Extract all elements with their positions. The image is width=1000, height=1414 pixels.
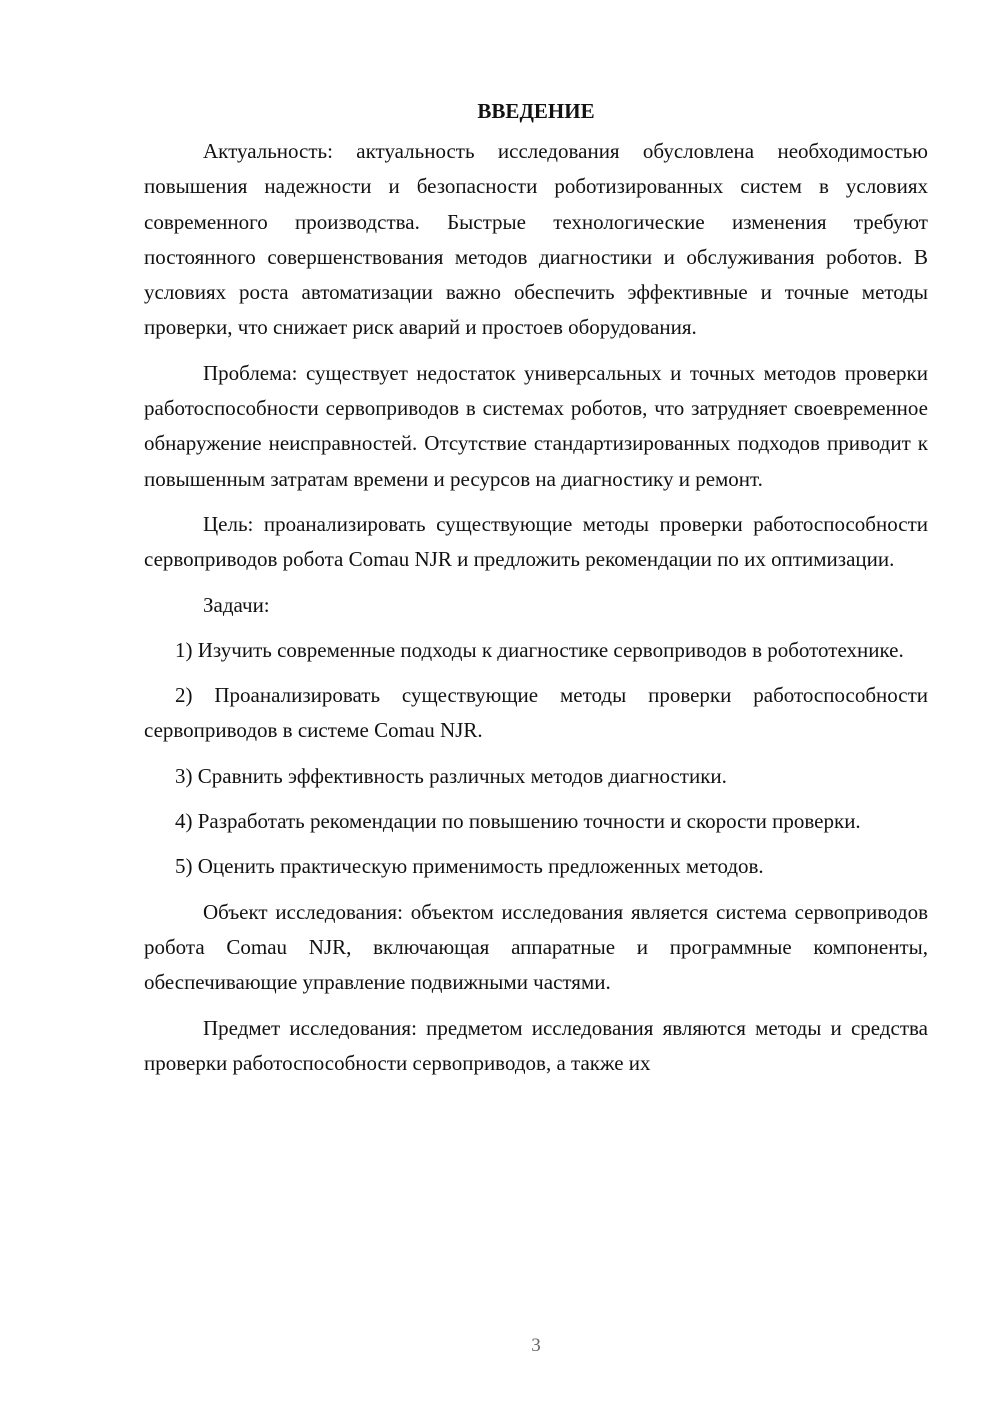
- task-item-1: 1) Изучить современные подходы к диагностике сервоприводов в робототехнике.: [175, 637, 904, 662]
- goal-paragraph: Цель: проанализировать существующие методы проверки работоспособности сервоприводов робота Comau NJR и предложить рекомендации по их оптимизации.: [144, 511, 928, 572]
- object-paragraph: Объект исследования: объектом исследования является система сервоприводов робота Comau NJR, включающая аппаратные и программные компоненты, обеспечивающие управление подвижными частями.: [144, 899, 928, 995]
- tasks-label: Задачи:: [203, 592, 270, 617]
- page-content: [144, 94, 928, 1081]
- relevance-paragraph: Актуальность: актуальность исследования обусловлена необходимостью повышения надежности и безопасности роботизированных систем в условиях современного производства. Быстрые технологические изменения требуют постоянного совершенствования методов диагностики и обслуживания роботов. В условиях роста автоматизации важно обеспечить эффективные и точные методы проверки, что снижает риск аварий и простоев оборудования.: [144, 139, 928, 340]
- task-item-3: 3) Сравнить эффективность различных методов диагностики.: [175, 763, 727, 788]
- task-item-4: 4) Разработать рекомендации по повышению точности и скорости проверки.: [175, 809, 861, 834]
- task-item-2: 2) Проанализировать существующие методы проверки работоспособности сервоприводов в системе Comau NJR.: [144, 683, 928, 743]
- task-item-5: 5) Оценить практическую применимость предложенных методов.: [175, 854, 764, 879]
- page-title: ВВЕДЕНИЕ: [477, 99, 595, 123]
- subject-paragraph: Предмет исследования: предметом исследования являются методы и средства проверки работоспособности сервоприводов, а также их: [144, 1015, 928, 1075]
- tasks-list: [144, 633, 928, 885]
- page-number: 3: [531, 1335, 541, 1356]
- problem-paragraph: Проблема: существует недостаток универсальных и точных методов проверки работоспособности сервоприводов в системах роботов, что затрудняет своевременное обнаружение неисправностей. Отсутствие стандартизированных подходов приводит к повышенным затратам времени и ресурсов на диагностику и ремонт.: [144, 360, 928, 491]
